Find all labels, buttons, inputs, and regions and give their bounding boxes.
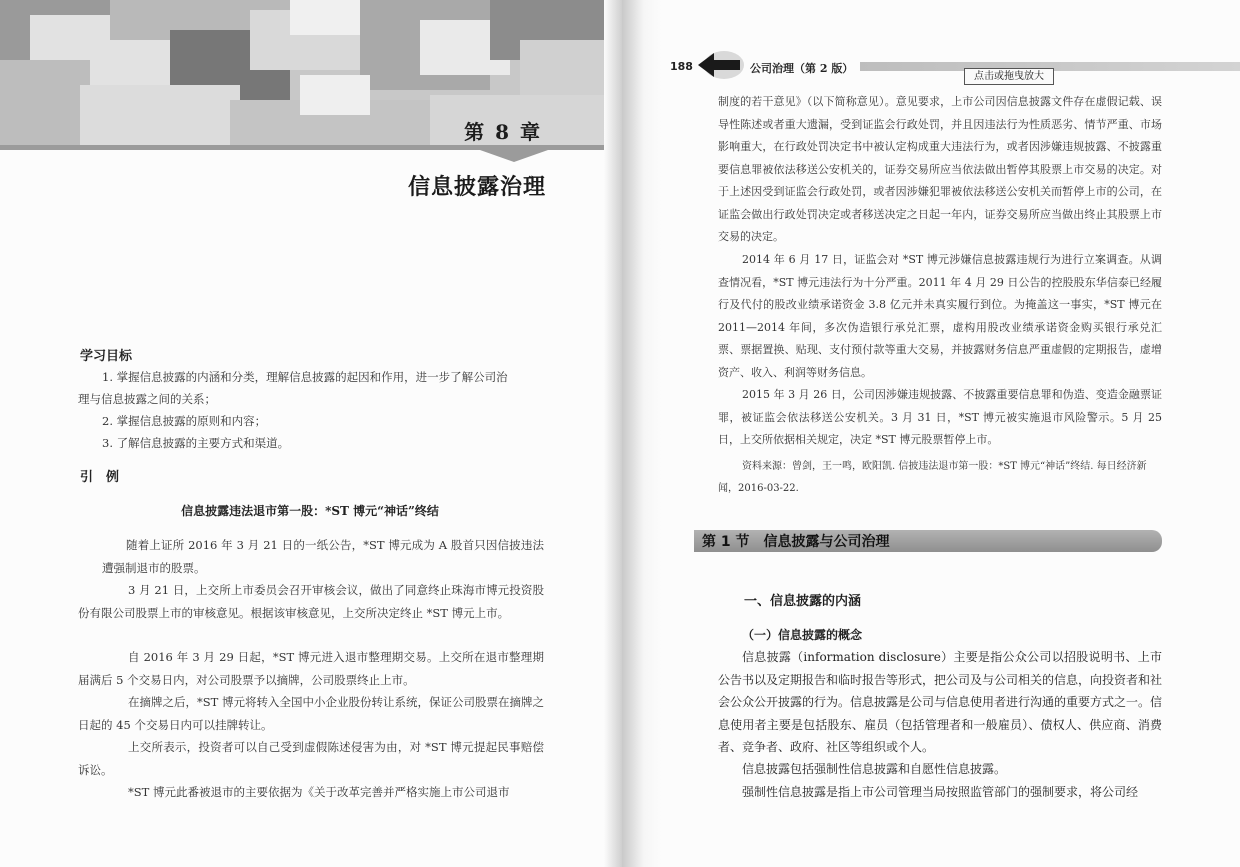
right-page [622, 0, 1240, 867]
case-title: 信息披露违法退市第一股：*ST 博元“神话”终结 [181, 504, 439, 518]
objectives-heading: 学习目标 [78, 345, 136, 364]
source-note: 资料来源：曾剑，王一鸣，欧阳凯. 信披违法退市第一股：*ST 博元“神话”终结. 每日经济新闻，2016-03-22. [718, 461, 1147, 494]
section-title: 第 1 节 信息披露与公司治理 [702, 534, 890, 550]
case-paragraph: *ST 博元此番被退市的主要依据为《关于改革完善并严格实施上市公司退市 [128, 785, 510, 799]
chapter-number: 第 8 章 [464, 120, 542, 144]
case-paragraph: 自 2016 年 3 月 29 日起，*ST 博元进入退市整理期交易。上交所在退市整理期届满后 5 个交易日内，对公司股票予以摘牌，公司股票终止上市。 [78, 650, 544, 687]
objective-item: 2. 掌握信息披露的原则和内容； [102, 414, 267, 428]
subsection-heading: 一、信息披露的内涵 [744, 594, 862, 609]
case-paragraph: 随着上证所 2016 年 3 月 21 日的一纸公告，*ST 博元成为 A 股首只因信披违法遭强制退市的股票。 [102, 538, 544, 575]
gutter-shadow [604, 0, 622, 867]
chapter-title: 信息披露治理 [407, 174, 546, 200]
case-paragraph: 上交所表示，投资者可以自己受到虚假陈述侵害为由，对 *ST 博元提起民事赔偿诉讼。 [78, 740, 544, 777]
case-continued-paragraph: 制度的若干意见》（以下简称意见）。意见要求，上市公司因信息披露文件存在虚假记载、误导性陈述或者重大遗漏，受到证监会行政处罚，并且因违法行为性质恶劣、情节严重、市场影响重大，在行政处罚决定书中被认定构成重大违法行为，或者因涉嫌违规披露、不披露重要信息罪被依法移送公安机关的，证券交易所应当依法做出暂停其股票上市交易的决定。对于上述因受到证监会行政处罚，或者因涉嫌犯罪被依法移送公安机关而暂停上市的公司，在证监会做出行政处罚决定或者移送决定之日起一年内，证券交易所应当做出终止其股票上市交易的决定。 [718, 95, 1162, 243]
page-number: 188 [670, 60, 693, 73]
back-arrow-icon[interactable] [694, 50, 744, 80]
running-title: 公司治理（第 2 版） [750, 62, 854, 75]
body-paragraph: 强制性信息披露是指上市公司管理当局按照监管部门的强制要求，将公司经 [742, 785, 1139, 799]
case-continued-paragraph: 2014 年 6 月 17 日，证监会对 *ST 博元涉嫌信息披露违规行为进行立案调查。从调查情况看，*ST 博元违法行为十分严重。2011 年 4 月 29 日公告的控股股东华信泰已经履行及代付的股改业绩承诺资金 3.8 亿元并未真实履行到位。为掩盖这一事实，*ST 博元在 2011—2014 年间，多次伪造银行承兑汇票，虚构用股改业绩承诺资金购买银行承兑汇票、票据置换、贴现、支付预付款等重大交易，并披露财务信息严重虚假的定期报告，虚增资产、收入、利润等财务信息。 [718, 253, 1162, 379]
subsubsection-heading: （一）信息披露的概念 [742, 628, 863, 642]
objective-item: 理与信息披露之间的关系； [78, 392, 216, 406]
case-continued-paragraph: 2015 年 3 月 26 日，公司因涉嫌违规披露、不披露重要信息罪和伪造、变造金融票证罪，被证监会依法移送公安机关。3 月 31 日，*ST 博元被实施退市风险警示。5 月 25 日，上交所依据相关规定，决定 *ST 博元股票暂停上市。 [718, 388, 1162, 446]
case-paragraph: 3 月 21 日，上交所上市委员会召开审核会议，做出了同意终止珠海市博元投资股份有限公司股票上市的审核意见。根据该审核意见，上交所决定终止 *ST 博元上市。 [78, 583, 544, 620]
section-heading-bar [694, 530, 1162, 552]
case-heading: 引 例 [78, 466, 123, 485]
body-paragraph: 信息披露（information disclosure）主要是指公众公司以招股说明书、上市公告书以及定期报告和临时报告等形式，把公司及与公司相关的信息，向投资者和社会公众公开披露的行为。信息披露是公司与信息使用者进行沟通的重要方式之一。信息使用者主要是包括股东、雇员（包括管理者和一般雇员）、债权人、供应商、消费者、竞争者、政府、社区等组织或个人。 [718, 650, 1163, 754]
case-paragraph: 在摘牌之后，*ST 博元将转入全国中小企业股份转让系统，保证公司股票在摘牌之日起的 45 个交易日内可以挂牌转让。 [78, 695, 544, 732]
objective-item: 1. 掌握信息披露的内涵和分类，理解信息披露的起因和作用，进一步了解公司治 [102, 370, 508, 384]
chapter-arrow-decoration [480, 150, 548, 162]
objective-item: 3. 了解信息披露的主要方式和渠道。 [102, 436, 290, 450]
body-paragraph: 信息披露包括强制性信息披露和自愿性信息披露。 [742, 762, 1007, 776]
zoom-button[interactable]: 点击或拖曳放大 [964, 68, 1054, 85]
